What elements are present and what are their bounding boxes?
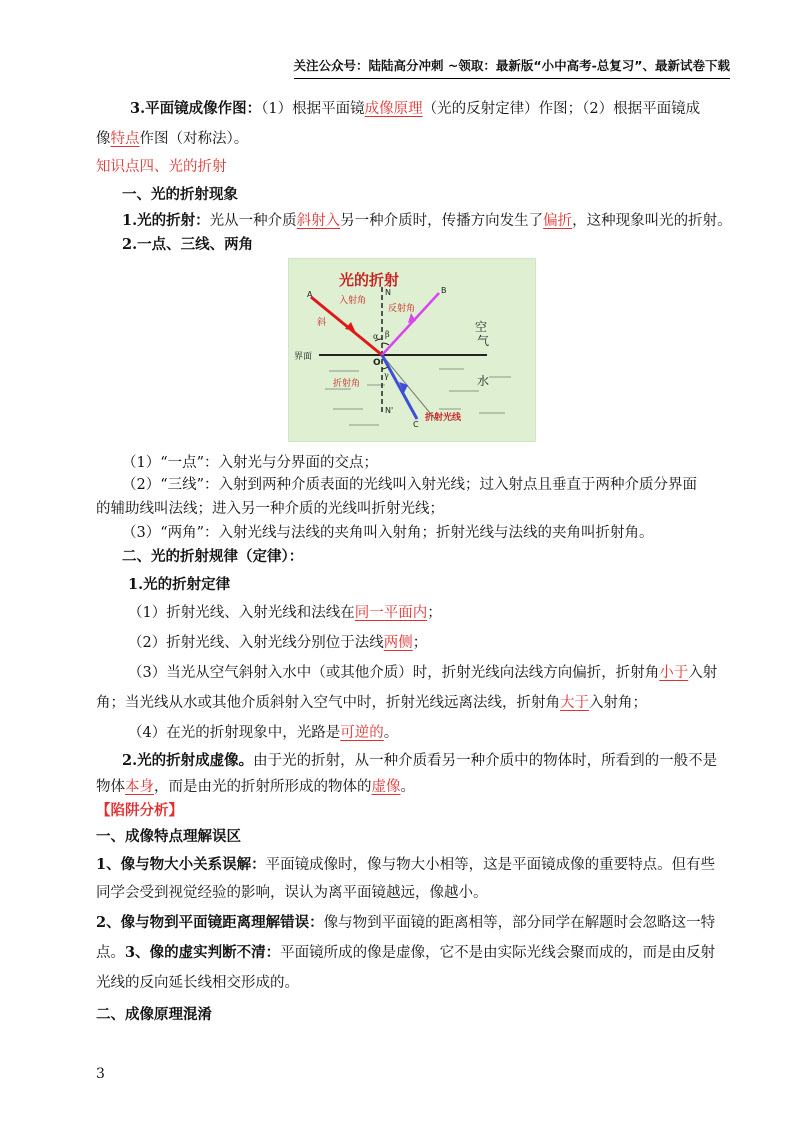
label-refraction-angle: 折射角: [333, 379, 361, 389]
keyword: 小于: [659, 665, 689, 681]
trap-heading-1: 一、成像特点理解误区: [96, 828, 241, 845]
label-N-prime: N': [385, 406, 394, 415]
item-two-angles: （3）“两角”：入射光线与法线的夹角叫入射角；折射光线与法线的夹角叫折射角。: [122, 525, 654, 541]
refraction-angle-arc: [382, 367, 388, 369]
keyword: 偏折: [543, 213, 573, 229]
keyword: 特点: [110, 131, 140, 147]
label-refracted-ray: 折射光线: [425, 413, 462, 423]
subheading-point-lines-angles: 2.一点、三线、两角: [122, 236, 254, 253]
label-gamma: γ: [384, 371, 389, 380]
keyword: 可逆的: [340, 725, 384, 741]
virtual-image-line1: 2.光的折射成虚像。由于光的折射，从一种介质看另一种介质中的物体时，所看到的一般不是: [122, 752, 718, 769]
section-title-refraction: 知识点四、光的折射: [96, 159, 227, 175]
page-header: 关注公众号：陆陆高分冲刺 ~领取：最新版“小中高考-总复习”、最新试卷下载: [294, 56, 730, 79]
label-interface: 界面: [294, 352, 313, 362]
reflection-angle-arc: [382, 343, 389, 345]
label-A: A: [307, 290, 313, 299]
label-C: C: [413, 420, 419, 429]
law-rule-1: （1）折射光线、入射光线和法线在同一平面内；: [128, 605, 442, 621]
label-alpha: α: [373, 332, 379, 341]
page-number: 3: [96, 1066, 105, 1082]
heading-refraction-phenomenon: 一、光的折射现象: [122, 186, 238, 203]
trap-point-2-3-line: 点。3、像的虚实判断不清：平面镜所成的像是虚像，它不是由实际光线会聚而成的，而是由反射: [96, 944, 716, 961]
reflected-ray: [382, 293, 439, 355]
keyword: 斜射入: [296, 213, 341, 229]
item-three-lines-1: （2）“三线”：入射到两种介质表面的光线叫入射光线；过入射点且垂直于两种介质分界面: [122, 477, 698, 493]
trap-point-1-line2: 同学会受到视觉经验的影响，误认为离平面镜越远，像越小。: [96, 885, 488, 901]
mirror-drawing-line1: 3.平面镜成像作图：（1）根据平面镜成像原理（光的反射定律）作图；（2）根据平面镜成: [130, 100, 701, 117]
keyword: 两侧: [383, 635, 413, 651]
label-air-2: 气: [477, 334, 490, 348]
item-three-lines-2: 的辅助线叫法线；进入另一种介质的光线叫折射光线；: [96, 501, 444, 517]
virtual-image-line2: 物体本身，而是由光的折射所形成的物体的虚像。: [96, 779, 415, 795]
label-air: 空: [475, 320, 488, 334]
subheading-refraction-law: 1.光的折射定律: [128, 576, 231, 593]
refraction-diagram-svg: [289, 259, 535, 441]
trap-heading-2: 二、成像原理混淆: [96, 1006, 212, 1023]
keyword: 大于: [560, 695, 589, 711]
keyword: 成像原理: [364, 101, 423, 117]
mirror-drawing-line2: 像特点作图（对称法）。: [96, 131, 249, 147]
trap-point-2-line1: 2、像与物到平面镜距离理解错误：像与物到平面镜的距离相等，部分同学在解题时会忽略这一特: [96, 914, 716, 931]
law-rule-3-line2: 角；当光线从水或其他介质斜射入空气中时，折射光线远离法线，折射角大于入射角；: [96, 695, 647, 711]
label-slant: 斜: [317, 318, 327, 328]
law-rule-3-line1: （3）当光从空气斜射入水中（或其他介质）时，折射光线向法线方向偏折，折射角小于入射: [128, 665, 718, 681]
label-O: O: [373, 358, 381, 368]
label-beta: β: [385, 330, 390, 339]
keyword: 本身: [125, 779, 154, 795]
label-reflection-angle: 反射角: [388, 304, 416, 314]
refraction-definition: 1.光的折射：光从一种介质斜射入另一种介质时，传播方向发生了偏折，这种现象叫光的折射。: [122, 212, 732, 229]
law-rule-4: （4）在光的折射现象中，光路是可逆的。: [128, 725, 399, 741]
trap-analysis-title: 【陷阱分析】: [96, 802, 183, 819]
keyword: 虚像: [371, 779, 401, 795]
trap-point-3-line2: 光线的反向延长线相交形成的。: [96, 975, 299, 991]
heading-refraction-law: 二、光的折射规律（定律）：: [122, 548, 304, 565]
item-one-point: （1）“一点”：入射光与分界面的交点；: [122, 455, 379, 471]
keyword: 同一平面内: [354, 605, 428, 621]
law-rule-2: （2）折射光线、入射光线分别位于法线两侧；: [128, 635, 428, 651]
figure-title: 光的折射: [339, 271, 400, 289]
refraction-diagram: [288, 258, 536, 442]
trap-point-1-line1: 1、像与物大小关系误解：平面镜成像时，像与物大小相等，这是平面镜成像的重要特点。但有些: [96, 856, 716, 873]
label-N: N: [385, 288, 391, 297]
label-B: B: [441, 286, 447, 295]
label-incident-angle: 入射角: [339, 296, 367, 306]
label-water: 水: [477, 374, 490, 388]
